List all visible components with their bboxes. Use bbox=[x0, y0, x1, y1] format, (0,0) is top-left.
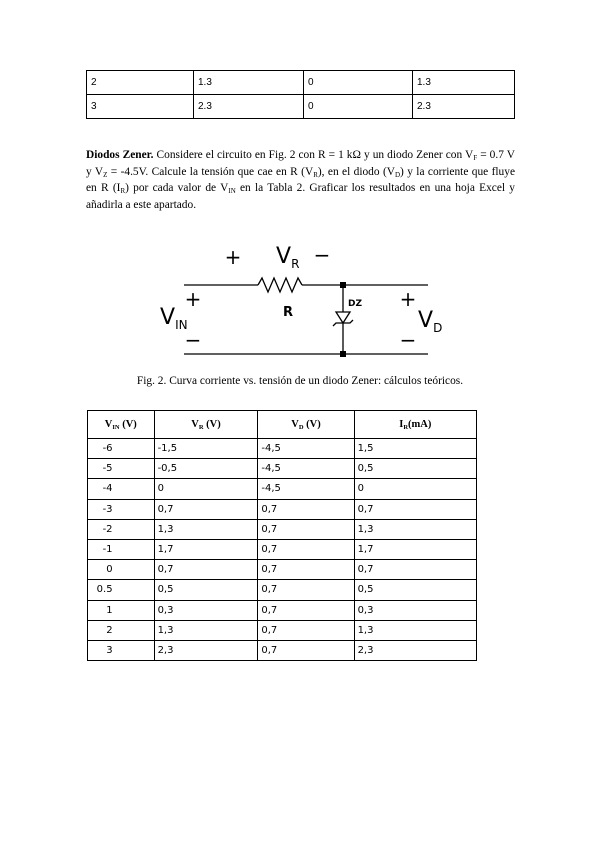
table-header-row bbox=[88, 411, 477, 439]
table-cell: 1.3 bbox=[413, 71, 515, 95]
table-cell: 2.3 bbox=[194, 95, 304, 119]
column-header-vr: $V_R$ (V) bbox=[154, 411, 258, 439]
vin-label: $V_{IN}$ bbox=[160, 305, 188, 332]
table-row bbox=[88, 620, 477, 640]
table-cell: 0,5 bbox=[354, 459, 476, 479]
para-sub: R bbox=[120, 187, 126, 195]
column-header-ir: $I_R(mA)$ bbox=[354, 411, 476, 439]
para-text: ), en el diodo (V bbox=[317, 165, 395, 178]
junction-node-top bbox=[340, 282, 346, 288]
table-row bbox=[87, 71, 515, 95]
resistor-label: R bbox=[282, 305, 294, 320]
zener-label: DZ bbox=[348, 299, 362, 309]
table-row bbox=[88, 539, 477, 559]
vr-label: $V_R$ bbox=[276, 244, 300, 271]
table-cell: 0 bbox=[88, 560, 155, 580]
table-cell: 0,7 bbox=[258, 620, 354, 640]
table-row bbox=[88, 600, 477, 620]
table-cell: 1,5 bbox=[354, 439, 476, 459]
vin-minus: − bbox=[184, 328, 202, 352]
table-cell: 0 bbox=[354, 479, 476, 499]
table-cell: 0,7 bbox=[258, 580, 354, 600]
table-cell: -3 bbox=[88, 499, 155, 519]
table-cell: -0,5 bbox=[154, 459, 258, 479]
para-text: ) por cada valor de V bbox=[125, 182, 229, 194]
table-row bbox=[87, 95, 515, 119]
para-text: = -4.5V. Calcule la tensión que cae en R (V bbox=[107, 165, 314, 178]
vin-plus: + bbox=[184, 287, 202, 311]
table-row bbox=[88, 459, 477, 479]
table-cell: 0 bbox=[154, 479, 258, 499]
table-cell: 2.3 bbox=[413, 95, 515, 119]
results-table bbox=[87, 410, 477, 661]
table-row bbox=[88, 439, 477, 459]
table-row bbox=[88, 560, 477, 580]
table-cell: 1,3 bbox=[354, 519, 476, 539]
table-cell: 1,7 bbox=[154, 539, 258, 559]
table-cell: -5 bbox=[88, 459, 155, 479]
para-text: en la Tabla 2. Graficar los resultados en una hoja Excel y añadirla a este apartado. bbox=[86, 182, 515, 211]
table-row bbox=[88, 499, 477, 519]
table-cell: -4,5 bbox=[258, 459, 354, 479]
table-cell: 1 bbox=[88, 600, 155, 620]
zener-circuit-diagram bbox=[150, 240, 450, 360]
section-heading: Diodos Zener. bbox=[86, 149, 154, 161]
table-cell: 0,7 bbox=[258, 640, 354, 660]
para-sub: R bbox=[313, 170, 318, 179]
minus-sign-top: − bbox=[313, 243, 331, 267]
resistor-symbol bbox=[258, 278, 302, 292]
table-cell: 1.3 bbox=[194, 71, 304, 95]
vd-plus: + bbox=[399, 287, 417, 311]
instructions-paragraph bbox=[86, 147, 515, 213]
column-header-vd: $V_D$ (V) bbox=[258, 411, 354, 439]
table-cell: 0,3 bbox=[354, 600, 476, 620]
table-row bbox=[88, 479, 477, 499]
table-cell: 0,3 bbox=[154, 600, 258, 620]
column-header-vin: $V_{IN}$ (V) bbox=[88, 411, 155, 439]
table-row bbox=[88, 640, 477, 660]
table-cell: 3 bbox=[87, 95, 194, 119]
table-cell: 0,5 bbox=[154, 580, 258, 600]
table-cell: 0,7 bbox=[354, 560, 476, 580]
para-sub: D bbox=[394, 170, 401, 179]
table-cell: 0 bbox=[304, 95, 413, 119]
table-cell: -4,5 bbox=[258, 479, 354, 499]
vd-label: $V_D$ bbox=[418, 308, 443, 335]
table-cell: 0,7 bbox=[258, 539, 354, 559]
top-table bbox=[86, 70, 515, 119]
para-sub: F bbox=[473, 154, 478, 162]
table-cell: 1,7 bbox=[354, 539, 476, 559]
para-sub: IN bbox=[228, 187, 236, 195]
table-cell: 3 bbox=[88, 640, 155, 660]
table-cell: 0.5 bbox=[88, 580, 155, 600]
table-cell: -1,5 bbox=[154, 439, 258, 459]
junction-node-bottom bbox=[340, 351, 346, 357]
para-text: Considere el circuito en Fig. 2 con R = 1 kΩ y un diodo Zener con V bbox=[153, 149, 474, 161]
table-cell: -4,5 bbox=[258, 439, 354, 459]
para-text: = 0.7 V y V bbox=[86, 149, 515, 178]
table-cell: 0 bbox=[304, 71, 413, 95]
table-cell: 0,7 bbox=[258, 600, 354, 620]
table-cell: 0,7 bbox=[258, 560, 354, 580]
para-text: ) y la corriente que fluye en R (I bbox=[86, 165, 515, 194]
table-row bbox=[88, 580, 477, 600]
table-cell: -4 bbox=[88, 479, 155, 499]
table-cell: 1,3 bbox=[154, 519, 258, 539]
table-cell: -6 bbox=[88, 439, 155, 459]
figure-caption: Fig. 2. Curva corriente vs. tensión de un diodo Zener: cálculos teóricos. bbox=[136, 375, 464, 387]
table-row bbox=[88, 519, 477, 539]
table-cell: 0,5 bbox=[354, 580, 476, 600]
para-sub: Z bbox=[103, 170, 108, 179]
zener-diode-symbol bbox=[336, 312, 350, 323]
table-cell: 2 bbox=[87, 71, 194, 95]
table-cell: 0,7 bbox=[154, 499, 258, 519]
table-cell: 2,3 bbox=[354, 640, 476, 660]
table-cell: 0,7 bbox=[154, 560, 258, 580]
table-cell: 2,3 bbox=[154, 640, 258, 660]
table-cell: -2 bbox=[88, 519, 155, 539]
table-cell: 0,7 bbox=[258, 499, 354, 519]
table-cell: 0,7 bbox=[258, 519, 354, 539]
table-cell: 1,3 bbox=[354, 620, 476, 640]
vd-minus: − bbox=[399, 328, 417, 352]
table-cell: -1 bbox=[88, 539, 155, 559]
plus-sign-top: + bbox=[224, 245, 242, 269]
table-cell: 1,3 bbox=[154, 620, 258, 640]
table-cell: 2 bbox=[88, 620, 155, 640]
table-cell: 0,7 bbox=[354, 499, 476, 519]
